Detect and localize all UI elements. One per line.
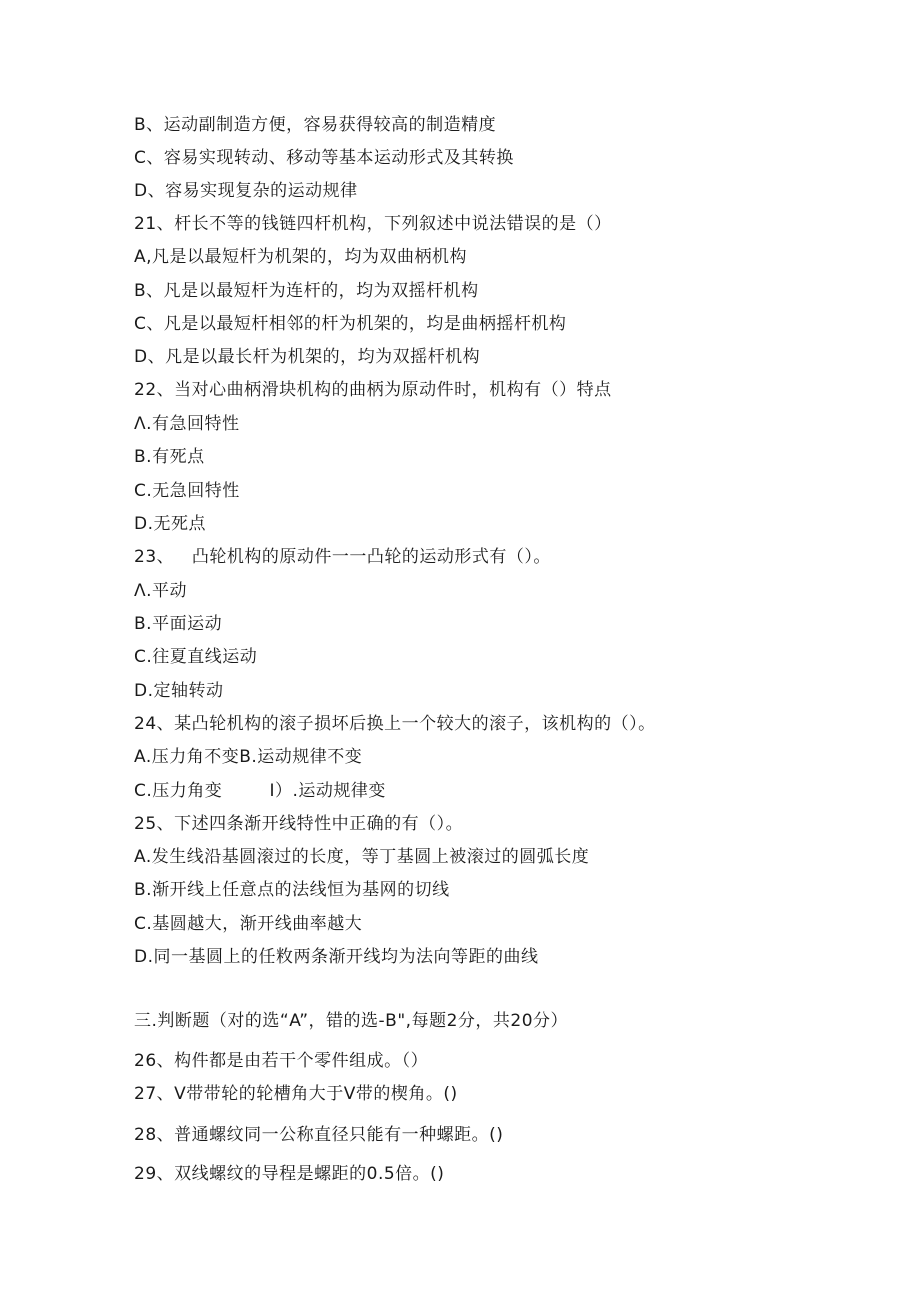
option-line: B、凡是以最短杆为连杆的，均为双摇杆机构 bbox=[134, 281, 479, 301]
section-heading: 三.判断题（对的选“A”，错的选-B",每题2分，共20分） bbox=[134, 1011, 569, 1031]
question-line: 22、当对心曲柄滑块机构的曲柄为原动件时，机构有（）特点 bbox=[134, 380, 612, 400]
option-line: A.发生线沿基圆滚过的长度，等丁基圆上被滚过的圆弧长度 bbox=[134, 847, 590, 867]
option-line: D.同一基圆上的任敉两条渐开线均为法向等距的曲线 bbox=[134, 947, 539, 967]
option-line: D.定轴转动 bbox=[134, 681, 224, 701]
question-line: 24、某凸轮机构的滚子损坏后换上一个较大的滚子，该机构的（）。 bbox=[134, 714, 656, 734]
question-line: 28、普通螺纹同一公称直径只能有一种螺距。() bbox=[134, 1125, 504, 1145]
question-line: 29、双线螺纹的导程是螺距的0.5倍。() bbox=[134, 1164, 445, 1184]
option-line: A,凡是以最短杆为机架的，均为双曲柄机构 bbox=[134, 247, 468, 267]
option-line: C.无急回特性 bbox=[134, 481, 240, 501]
option-line: D.无死点 bbox=[134, 514, 206, 534]
option-line: C.基圆越大，渐开线曲率越大 bbox=[134, 914, 363, 934]
option-line: C.往夏直线运动 bbox=[134, 647, 258, 667]
question-line: 23、 凸轮机构的原动件一一凸轮的运动形式有（）。 bbox=[134, 547, 551, 567]
option-line: Λ.有急回特性 bbox=[134, 414, 240, 434]
option-line: B.渐开线上任意点的法线恒为基网的切线 bbox=[134, 880, 450, 900]
option-line: C、容易实现转动、移动等基本运动形式及其转换 bbox=[134, 148, 514, 168]
question-line: 21、杆长不等的钱链四杆机构，下列叙述中说法错误的是（） bbox=[134, 214, 612, 234]
option-line: B.平面运动 bbox=[134, 614, 223, 634]
option-line: D、容易实现复杂的运动规律 bbox=[134, 181, 358, 201]
option-line: C.压力角变 I）.运动规律变 bbox=[134, 781, 386, 801]
option-line: D、凡是以最长杆为机架的，均为双摇杆机构 bbox=[134, 347, 481, 367]
option-line: B、运动副制造方便，容易获得较高的制造精度 bbox=[134, 115, 497, 135]
option-line: A.压力角不变B.运动规律不变 bbox=[134, 747, 363, 767]
option-line: C、凡是以最短杆相邻的杆为机架的，均是曲柄摇杆机构 bbox=[134, 314, 567, 334]
option-line: Λ.平动 bbox=[134, 581, 188, 601]
question-line: 27、V带带轮的轮槽角大于V带的楔角。() bbox=[134, 1084, 458, 1104]
question-line: 25、下述四条渐开线特性中正确的有（）。 bbox=[134, 814, 464, 834]
option-line: B.有死点 bbox=[134, 447, 205, 467]
question-line: 26、构件都是由若干个零件组成。（） bbox=[134, 1051, 429, 1071]
